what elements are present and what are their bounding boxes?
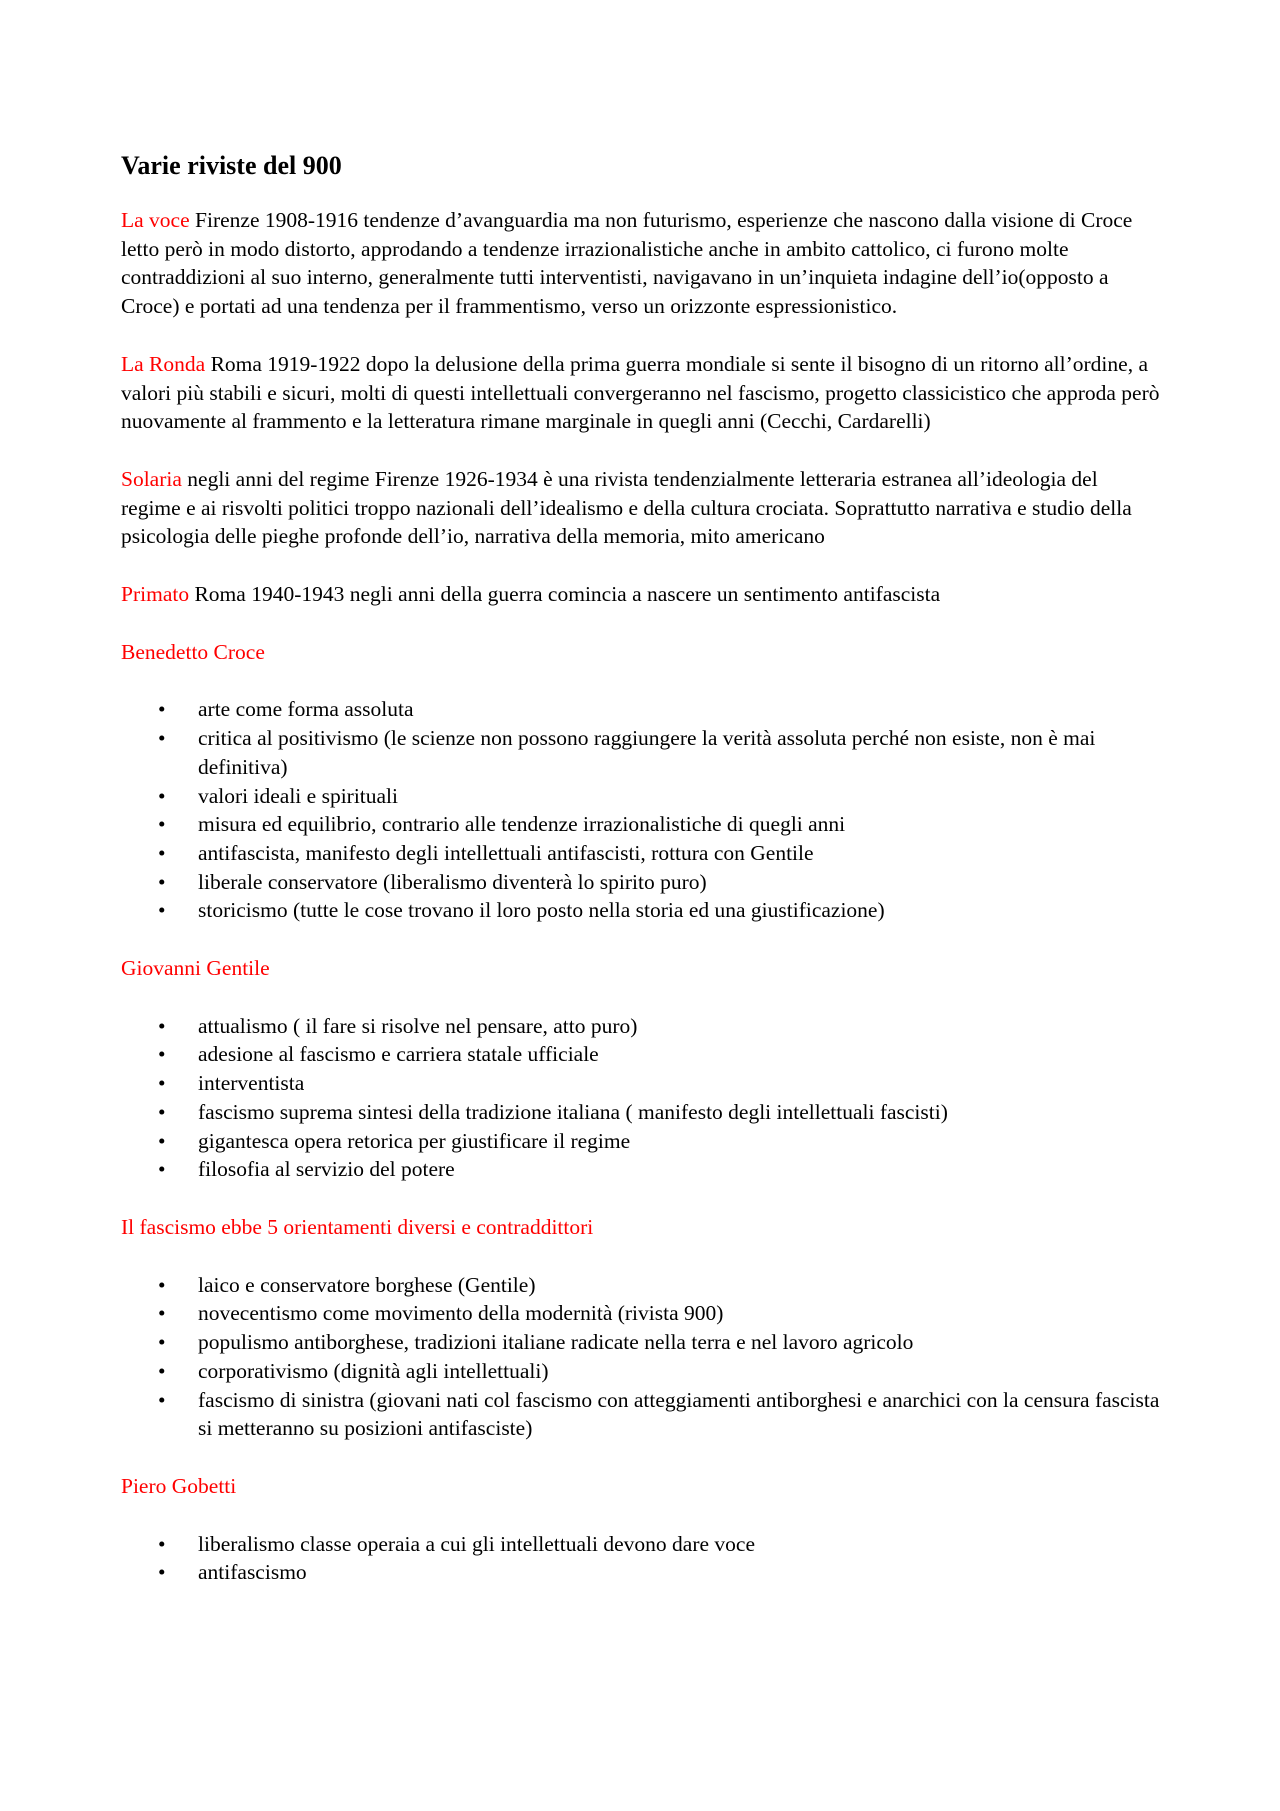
list-item — [121, 1040, 1161, 1069]
list-item — [121, 1386, 1161, 1443]
list-item-text: misura ed equilibrio, contrario alle tendenze irrazionalistiche di quegli anni — [198, 812, 846, 837]
list-item-text: attualismo ( il fare si risolve nel pensare, atto puro) — [198, 1013, 638, 1038]
list-item — [121, 896, 1161, 925]
list-item-text: interventista — [198, 1071, 305, 1096]
bullet-list-croce — [121, 695, 1161, 925]
bullet-icon: • — [158, 1387, 166, 1412]
paragraph-text: negli anni del regime Firenze 1926-1934 è una rivista tendenzialmente letteraria estranea all’ideologia del regime e ai risvolti politici troppo nazionali dell’idealismo e della cultura crociata. Soprattutto narrativa e studio della psicologia delle pieghe profonde dell’io, narrativa della memoria, mito americano — [121, 466, 1132, 549]
list-item — [121, 1530, 1161, 1559]
list-item-text: liberalismo classe operaia a cui gli intellettuali devono dare voce — [198, 1531, 755, 1556]
bullet-icon: • — [158, 1013, 166, 1038]
list-item-text: corporativismo (dignità agli intellettuali) — [198, 1358, 549, 1383]
bullet-icon: • — [158, 1301, 166, 1326]
list-item-text: fascismo di sinistra (giovani nati col fascismo con atteggiamenti antiborghesi e anarchici con la censura fascista si metteranno su posizioni antifasciste) — [198, 1387, 1160, 1441]
bullet-icon: • — [158, 1358, 166, 1383]
list-item-text: novecentismo come movimento della modernità (rivista 900) — [198, 1301, 724, 1326]
list-item-text: storicismo (tutte le cose trovano il loro posto nella storia ed una giustificazione) — [198, 898, 885, 923]
paragraph-primato — [121, 580, 1161, 609]
document-title: Varie riviste del 900 — [121, 151, 342, 180]
bullet-icon: • — [158, 1071, 166, 1096]
list-item — [121, 810, 1161, 839]
list-item — [121, 1299, 1161, 1328]
list-item-text: adesione al fascismo e carriera statale ufficiale — [198, 1042, 599, 1067]
bullet-icon: • — [158, 812, 166, 837]
bullet-icon: • — [158, 898, 166, 923]
section-heading-croce: Benedetto Croce — [121, 639, 265, 664]
bullet-icon: • — [158, 1272, 166, 1297]
paragraph-la-ronda — [121, 350, 1161, 436]
list-item — [121, 1098, 1161, 1127]
bullet-icon: • — [158, 697, 166, 722]
bullet-icon: • — [158, 783, 166, 808]
paragraph-label: Solaria — [121, 466, 182, 491]
list-item-text: liberale conservatore (liberalismo diventerà lo spirito puro) — [198, 869, 707, 894]
list-item-text: laico e conservatore borghese (Gentile) — [198, 1272, 536, 1297]
paragraph-text: Roma 1919-1922 dopo la delusione della prima guerra mondiale si sente il bisogno di un ritorno all’ordine, a valori più stabili e sicuri, molti di questi intellettuali convergeranno nel fascismo, progetto classicistico che approda però nuovamente al frammento e la letteratura rimane marginale in quegli anni (Cecchi, Cardarelli) — [121, 351, 1160, 434]
bullet-list-gentile — [121, 1012, 1161, 1184]
paragraph-text: Roma 1940-1943 negli anni della guerra comincia a nascere un sentimento antifascista — [189, 582, 941, 607]
bullet-list-gobetti — [121, 1530, 1161, 1587]
bullet-icon: • — [158, 1099, 166, 1124]
paragraph-label: La Ronda — [121, 351, 206, 376]
list-item-text: critica al positivismo (le scienze non possono raggiungere la verità assoluta perché non esiste, non è mai definitiva) — [198, 726, 1096, 779]
list-item — [121, 868, 1161, 897]
bullet-icon: • — [158, 1157, 166, 1182]
bullet-icon: • — [158, 1128, 166, 1153]
list-item — [121, 1069, 1161, 1098]
bullet-list-fascismo — [121, 1271, 1161, 1443]
list-item-text: antifascismo — [198, 1560, 307, 1585]
list-item — [121, 1558, 1161, 1587]
list-item-text: gigantesca opera retorica per giustificare il regime — [198, 1128, 631, 1153]
list-item — [121, 1127, 1161, 1156]
list-item — [121, 724, 1161, 781]
paragraph-label: La voce — [121, 208, 190, 232]
list-item — [121, 1271, 1161, 1300]
list-item — [121, 782, 1161, 811]
list-item — [121, 839, 1161, 868]
paragraph-solaria — [121, 465, 1161, 551]
list-item-text: valori ideali e spirituali — [198, 783, 399, 808]
list-item — [121, 1357, 1161, 1386]
list-item — [121, 1012, 1161, 1041]
bullet-icon: • — [158, 726, 166, 751]
list-item-text: antifascista, manifesto degli intellettuali antifascisti, rottura con Gentile — [198, 840, 814, 865]
section-heading-gentile: Giovanni Gentile — [121, 956, 270, 981]
section-heading-gobetti: Piero Gobetti — [121, 1473, 237, 1498]
bullet-icon: • — [158, 1560, 166, 1585]
document-page — [121, 150, 1161, 1616]
paragraph-la-voce — [121, 206, 1161, 321]
list-item-text: fascismo suprema sintesi della tradizione italiana ( manifesto degli intellettuali fascisti) — [198, 1099, 948, 1124]
list-item — [121, 1328, 1161, 1357]
paragraph-text: Firenze 1908-1916 tendenze d’avanguardia ma non futurismo, esperienze che nascono dalla visione di Croce letto però in modo distorto, approdando a tendenze irrazionalistiche anche in ambito cattolico, ci furono molte contraddizioni al suo interno, generalmente tutti interventisti, navigavano in un’inquieta indagine dell’io(opposto a Croce) e portati ad una tendenza per il frammentismo, verso un orizzonte espressionistico. — [121, 208, 1133, 319]
bullet-icon: • — [158, 1042, 166, 1067]
bullet-icon: • — [158, 869, 166, 894]
list-item-text: arte come forma assoluta — [198, 697, 414, 722]
paragraph-label: Primato — [121, 582, 190, 607]
list-item-text: populismo antiborghese, tradizioni italiane radicate nella terra e nel lavoro agricolo — [198, 1330, 914, 1355]
list-item-text: filosofia al servizio del potere — [198, 1157, 455, 1182]
bullet-icon: • — [158, 1330, 166, 1355]
bullet-icon: • — [158, 1531, 166, 1556]
bullet-icon: • — [158, 840, 166, 865]
list-item — [121, 695, 1161, 724]
section-heading-fascismo: Il fascismo ebbe 5 orientamenti diversi e contraddittori — [121, 1214, 594, 1239]
list-item — [121, 1155, 1161, 1184]
